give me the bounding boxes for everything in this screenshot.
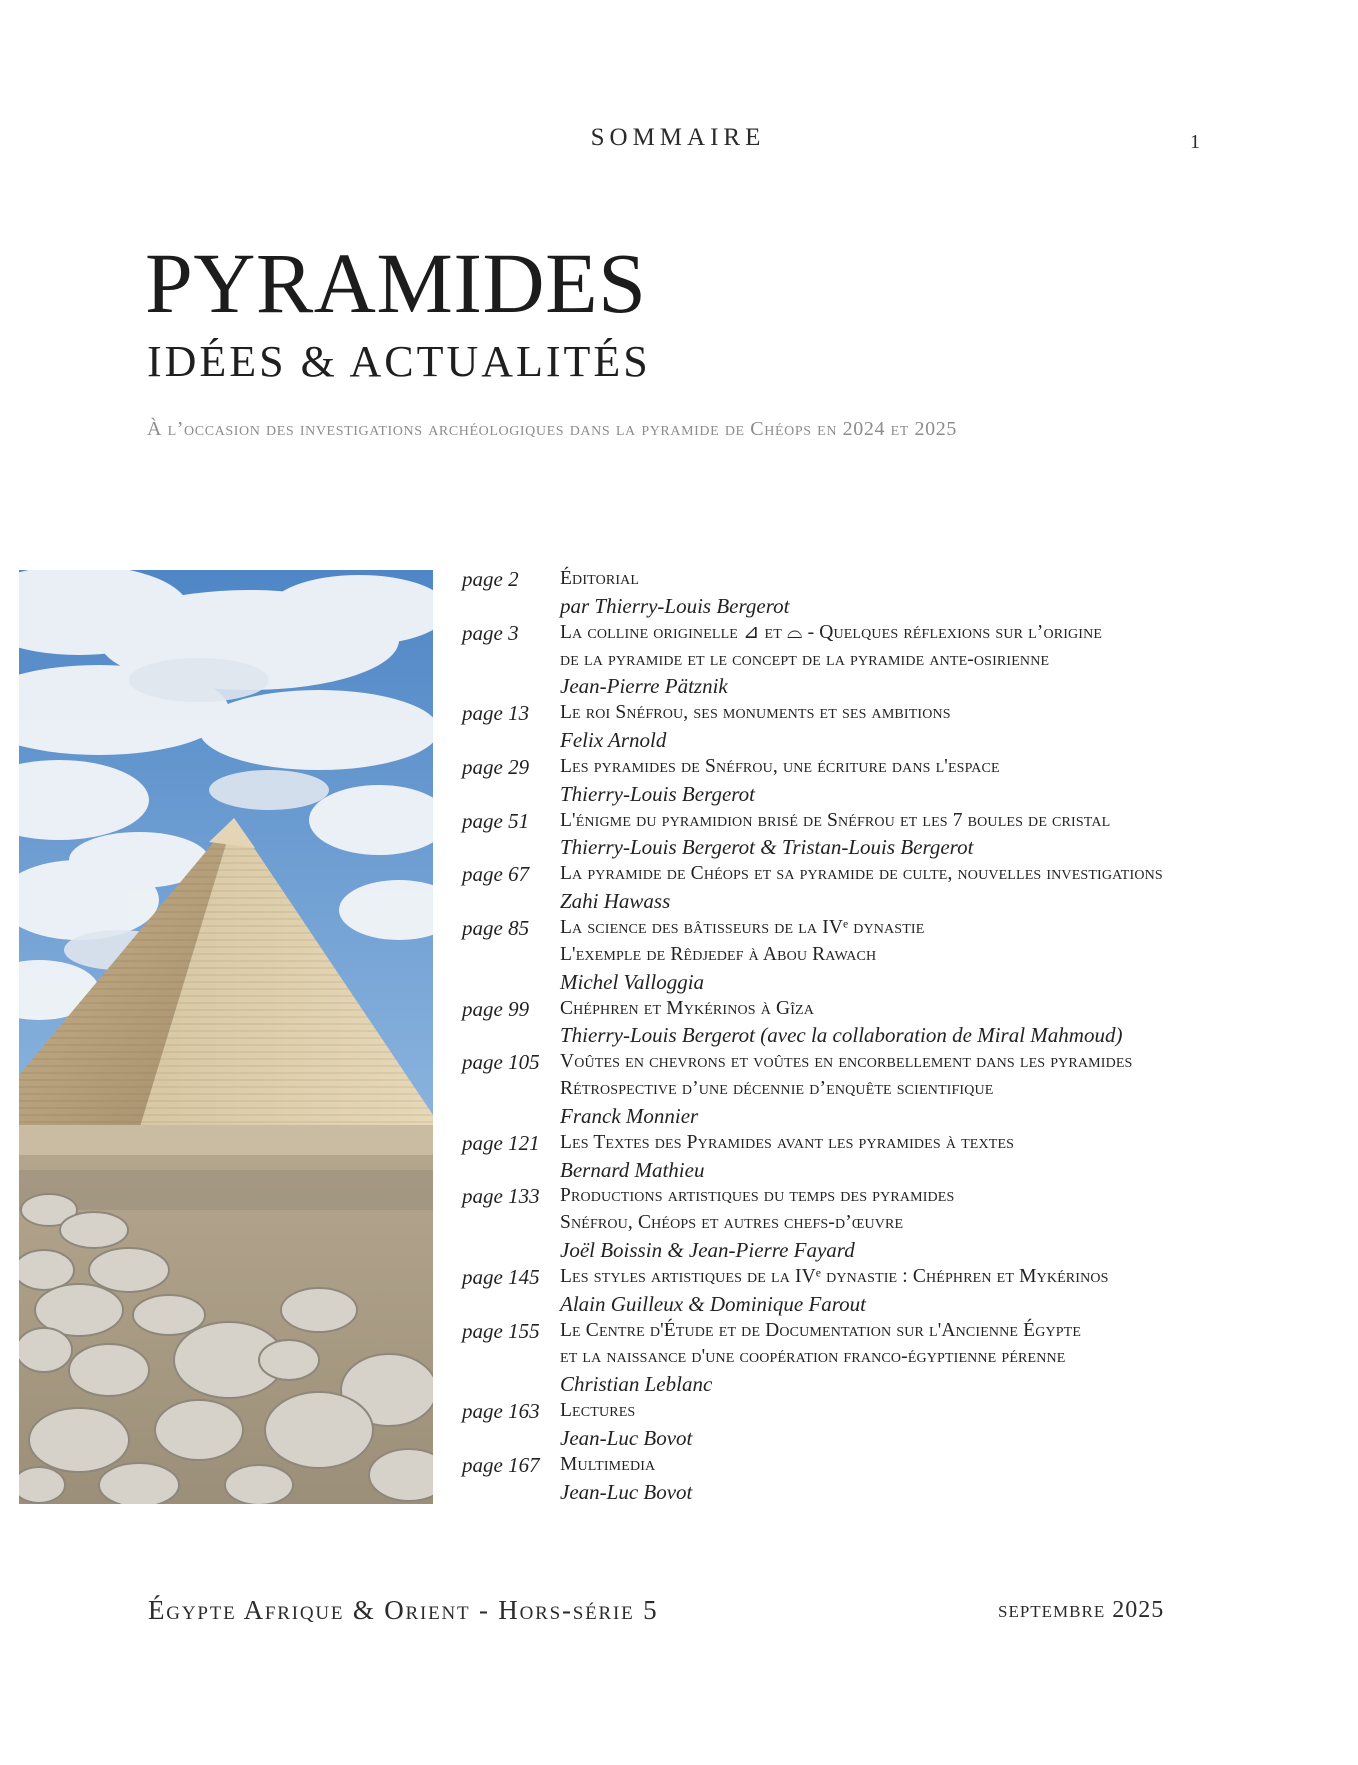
page-title: SOMMAIRE (590, 124, 766, 151)
toc-author: par Thierry-Louis Bergerot (560, 593, 790, 618)
toc-entry (462, 566, 1342, 620)
toc-author: Michel Valloggia (560, 969, 705, 994)
toc-page-ref: page 3 (462, 620, 519, 645)
toc-article-title: Les Textes des Pyramides avant les pyramides à textes (560, 1131, 1015, 1153)
toc-author: Jean-Luc Bovot (560, 1479, 693, 1504)
toc-entry (462, 754, 1342, 808)
toc-article-title: et la naissance d'une coopération franco-égyptienne pérenne (560, 1346, 1066, 1368)
toc-article-title: La colline originelle ⊿ et ⌓ - Quelques réflexions sur l’origine (560, 621, 1103, 643)
toc-article-title: Les styles artistiques de la IVᵉ dynastie : Chéphren et Mykérinos (560, 1265, 1109, 1287)
toc-entry (462, 915, 1342, 996)
toc-author: Felix Arnold (560, 728, 667, 753)
toc-entry (462, 1398, 1342, 1452)
toc-article-title: Productions artistiques du temps des pyramides (560, 1185, 955, 1207)
footer-publication: Égypte Afrique & Orient - Hors-série 5 (148, 1595, 659, 1625)
toc-article-title: Rétrospective d’une décennie d’enquête scientifique (560, 1078, 994, 1100)
toc-article-title: La science des bâtisseurs de la IVᵉ dynastie (560, 916, 925, 938)
toc-author: Zahi Hawass (560, 889, 671, 914)
toc-page-ref: page 105 (462, 1050, 540, 1075)
toc-page-ref: page 85 (462, 915, 530, 940)
toc-article-title: Snéfrou, Chéops et autres chefs-d’œuvre (560, 1212, 904, 1234)
toc-page-ref: page 121 (462, 1130, 540, 1155)
toc-article-title: La pyramide de Chéops et sa pyramide de culte, nouvelles investigations (560, 863, 1163, 885)
toc-page-ref: page 145 (462, 1264, 540, 1289)
toc-article-title: Le roi Snéfrou, ses monuments et ses ambitions (560, 702, 951, 724)
toc-page-ref: page 163 (462, 1399, 540, 1424)
toc-author: Thierry-Louis Bergerot (avec la collaboration de Miral Mahmoud) (560, 1023, 1123, 1048)
main-title: PYRAMIDES (145, 235, 647, 331)
page-number: 1 (1190, 131, 1200, 153)
toc-entry (462, 1264, 1342, 1318)
toc-author: Thierry-Louis Bergerot (560, 781, 756, 806)
toc-page-ref: page 67 (462, 862, 530, 887)
toc-entry (462, 620, 1342, 701)
toc-page-ref: page 155 (462, 1318, 540, 1343)
toc-author: Franck Monnier (560, 1103, 699, 1128)
toc-article-title: Le Centre d'Étude et de Documentation sur l'Ancienne Égypte (560, 1319, 1082, 1341)
toc-article-title: Chéphren et Mykérinos à Gîza (560, 997, 815, 1019)
toc-article-title: Voûtes en chevrons et voûtes en encorbellement dans les pyramides (560, 1051, 1133, 1073)
sub-title: IDÉES & ACTUALITÉS (147, 337, 651, 386)
occasion-line: À l’occasion des investigations archéologiques dans la pyramide de Chéops en 2024 et 2025 (147, 418, 957, 440)
toc-author: Bernard Mathieu (560, 1157, 705, 1182)
toc-page-ref: page 99 (462, 996, 530, 1021)
toc-article-title: de la pyramide et le concept de la pyramide ante-osirienne (560, 648, 1050, 670)
toc-entry (462, 996, 1342, 1050)
toc-page-ref: page 167 (462, 1452, 540, 1477)
toc-entry (462, 1452, 1342, 1506)
toc-entry (462, 1049, 1342, 1130)
toc-author: Thierry-Louis Bergerot & Tristan-Louis Bergerot (560, 835, 974, 860)
toc-article-title: Éditorial (560, 568, 640, 589)
toc-page-ref: page 133 (462, 1184, 540, 1209)
pyramid-photo (19, 570, 433, 1504)
toc-article-title: L'énigme du pyramidion brisé de Snéfrou et les 7 boules de cristal (560, 809, 1111, 831)
toc-article-title: Lectures (560, 1400, 636, 1422)
table-of-contents (462, 566, 1342, 1506)
toc-article-title: Les pyramides de Snéfrou, une écriture dans l'espace (560, 755, 1000, 777)
toc-author: Jean-Luc Bovot (560, 1426, 693, 1450)
toc-entry (462, 1130, 1342, 1184)
toc-article-title: Multimedia (560, 1453, 656, 1475)
toc-page-ref: page 51 (462, 808, 530, 833)
toc-author: Alain Guilleux & Dominique Farout (560, 1291, 867, 1316)
toc-page-ref: page 29 (462, 754, 530, 779)
toc-page-ref: page 13 (462, 701, 530, 726)
toc-entry (462, 861, 1342, 915)
footer-date: septembre 2025 (998, 1597, 1165, 1623)
toc-entry (462, 1183, 1342, 1264)
toc-entry (462, 808, 1342, 862)
toc-author: Joël Boissin & Jean-Pierre Fayard (560, 1238, 855, 1263)
toc-entry (462, 1318, 1342, 1399)
toc-author: Christian Leblanc (560, 1372, 713, 1397)
toc-article-title: L'exemple de Rêdjedef à Abou Rawach (560, 943, 877, 965)
toc-page-ref: page 2 (462, 567, 519, 591)
toc-author: Jean-Pierre Pätznik (560, 674, 728, 699)
toc-entry (462, 700, 1342, 754)
